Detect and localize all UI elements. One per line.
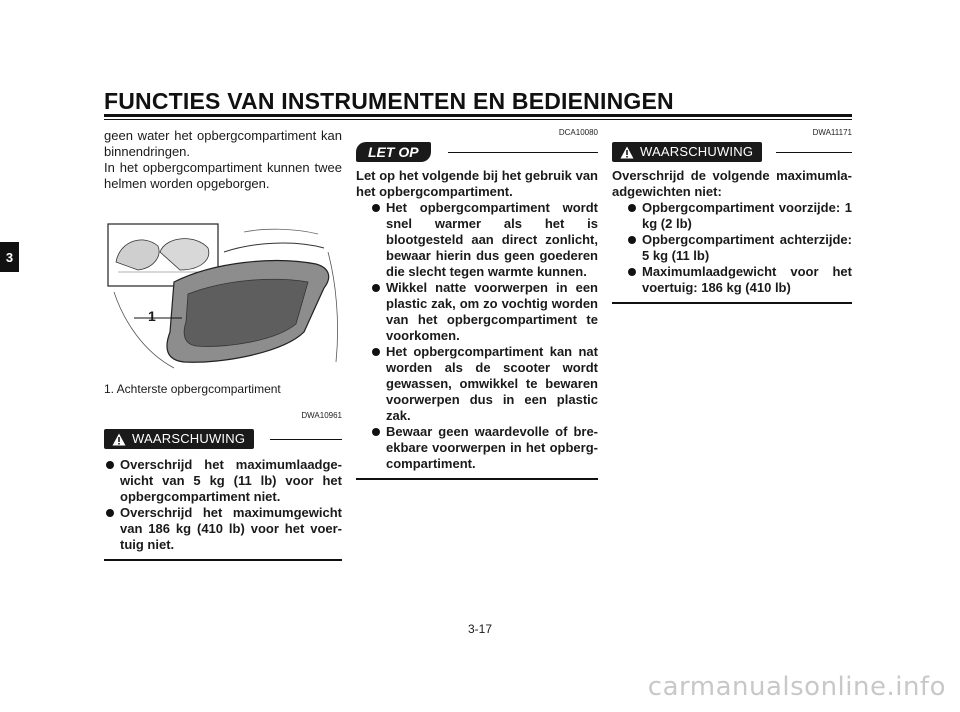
warning-rule (776, 152, 852, 153)
warning-badge (612, 142, 762, 162)
warning-triangle-icon (112, 433, 126, 446)
warning-item: Opbergcompartiment achterzijde: 5 kg (11 lb) (626, 232, 852, 264)
chapter-tab: 3 (0, 242, 19, 272)
header-rule (104, 114, 852, 117)
warning-header (612, 142, 852, 164)
caution-item: Het opbergcompartiment kan nat worden als de scooter wordt gewassen, omwikkel te bewaren voorwerpen dus in een plastic zak. (370, 344, 598, 424)
caution-end-rule (356, 478, 598, 480)
header-rule-thin (104, 119, 852, 120)
warning-rule (270, 439, 342, 440)
column-3 (612, 128, 852, 304)
caution-header (356, 142, 598, 164)
warning-end-rule (612, 302, 852, 304)
page-header-title: FUNCTIES VAN INSTRUMENTEN EN BEDIENINGEN (104, 88, 674, 114)
warning-badge (104, 429, 254, 449)
warning-end-rule (104, 559, 342, 561)
warning-label: WAARSCHUWING (132, 431, 246, 446)
caution-item: Wikkel natte voorwerpen in een plastic zak, om zo vochtig worden van het opbergcompartiment te voorkomen. (370, 280, 598, 344)
warning-header (104, 429, 342, 451)
warning-item: Overschrijd het maximumlaadge-wicht van 5 kg (11 lb) voor het opbergcompartiment niet. (104, 457, 342, 505)
column-1 (104, 128, 342, 561)
caution-intro: Let op het volgende bij het gebruik van het opbergcompartiment. (356, 168, 598, 199)
warning-code: DWA10961 (301, 411, 342, 420)
caution-rule (448, 152, 598, 153)
warning-triangle-icon (620, 146, 634, 159)
watermark: carmanualsonline.info (647, 672, 946, 702)
storage-compartment-figure (104, 222, 342, 372)
storage-compartment-illustration (104, 222, 342, 372)
page-number: 3-17 (467, 622, 493, 636)
warning-code: DWA11171 (812, 128, 852, 137)
warning-label: WAARSCHUWING (640, 144, 754, 159)
warning-item: Maximumlaadgewicht voor het voertuig: 186 kg (410 lb) (626, 264, 852, 296)
paragraph: geen water het opbergcompartiment kan binnendringen. (104, 128, 342, 159)
caution-item: Bewaar geen waardevolle of bre-ekbare voorwerpen in het opberg-compartiment. (370, 424, 598, 472)
warning-intro: Overschrijd de volgende maximumla-adgewichten niet: (612, 168, 852, 199)
figure-callout-number: 1 (148, 308, 156, 324)
figure-caption: 1. Achterste opbergcompartiment (104, 382, 281, 396)
caution-badge: LET OP (356, 142, 431, 162)
caution-item: Het opbergcompartiment wordt snel warmer als het is blootgesteld aan direct zonlicht, bewaar hierin dus geen goederen die slecht tegen warmte kunnen. (370, 200, 598, 280)
caution-code: DCA10080 (558, 128, 598, 137)
paragraph: In het opbergcompartiment kunnen twee helmen worden opgeborgen. (104, 160, 342, 191)
column-2 (356, 128, 598, 480)
warning-item: Overschrijd het maximumgewicht van 186 kg (410 lb) voor het voer-tuig niet. (104, 505, 342, 553)
warning-item: Opbergcompartiment voorzijde: 1 kg (2 lb) (626, 200, 852, 232)
warning-block (104, 429, 342, 561)
